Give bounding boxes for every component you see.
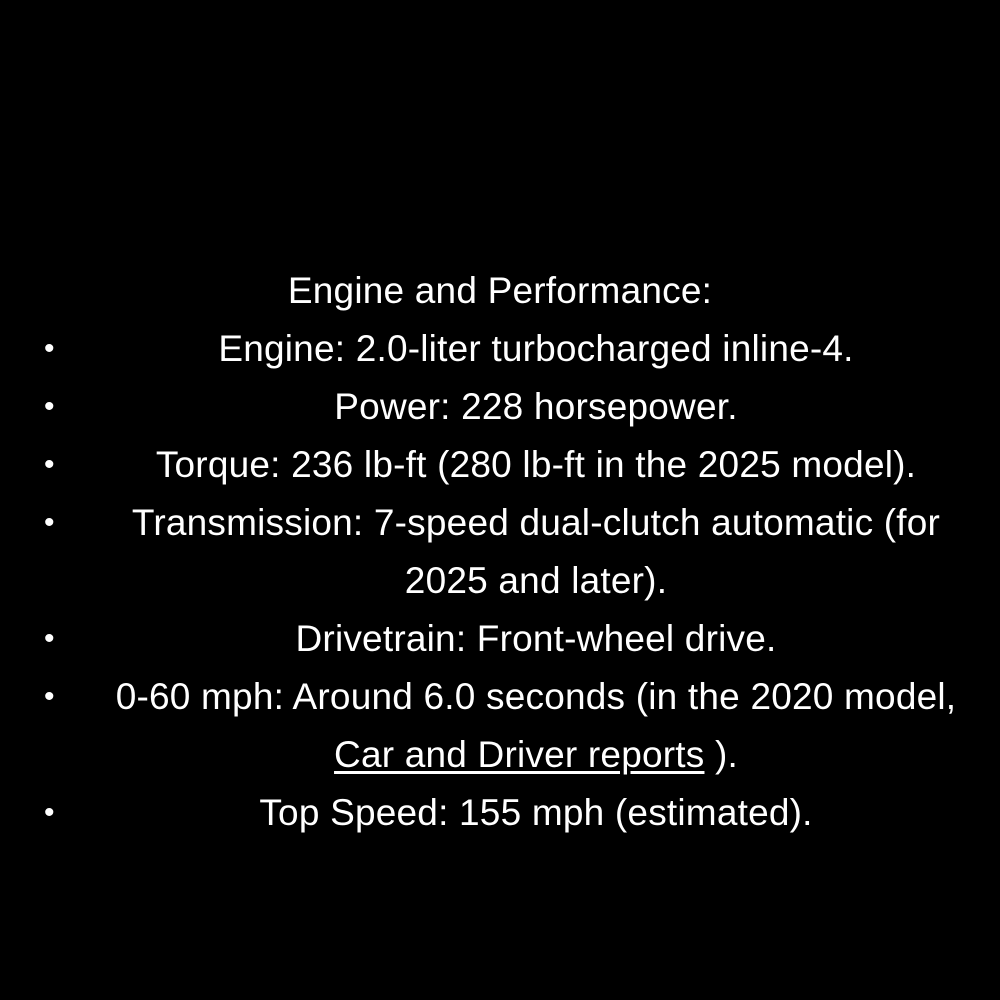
list-item-label: Torque: 236 lb-ft (280 lb-ft in the 2025 model). [155,444,917,485]
list-item-label: Transmission: 7-speed dual-clutch automatic (for 2025 and later). [131,502,941,601]
bullet-icon: • [44,680,55,713]
list-item-text-before: 0-60 mph: Around 6.0 seconds (in the 2020 model, [115,676,957,717]
list-item-label: Top Speed: 155 mph (estimated). [259,792,813,833]
list-item-label: Power: 228 horsepower. [334,386,738,427]
bullet-icon: • [44,622,55,655]
list-item [0,610,1000,668]
list-item-label: Engine: 2.0-liter turbocharged inline-4. [218,328,854,369]
list-item [0,378,1000,436]
bullet-icon: • [44,448,55,481]
list-item [0,320,1000,378]
list-item-text-after: ). [704,734,738,775]
bullet-icon: • [44,506,55,539]
list-item [0,784,1000,842]
list-item [0,436,1000,494]
bullet-icon: • [44,332,55,365]
spec-bullet-list [0,320,1000,842]
bullet-icon: • [44,796,55,829]
list-item-label: Drivetrain: Front-wheel drive. [295,618,777,659]
section-heading: Engine and Performance: [287,270,713,311]
document-content [0,262,1000,842]
list-item [0,668,1000,784]
list-item [0,494,1000,610]
bullet-icon: • [44,390,55,423]
car-and-driver-link[interactable]: Car and Driver reports [334,734,705,775]
